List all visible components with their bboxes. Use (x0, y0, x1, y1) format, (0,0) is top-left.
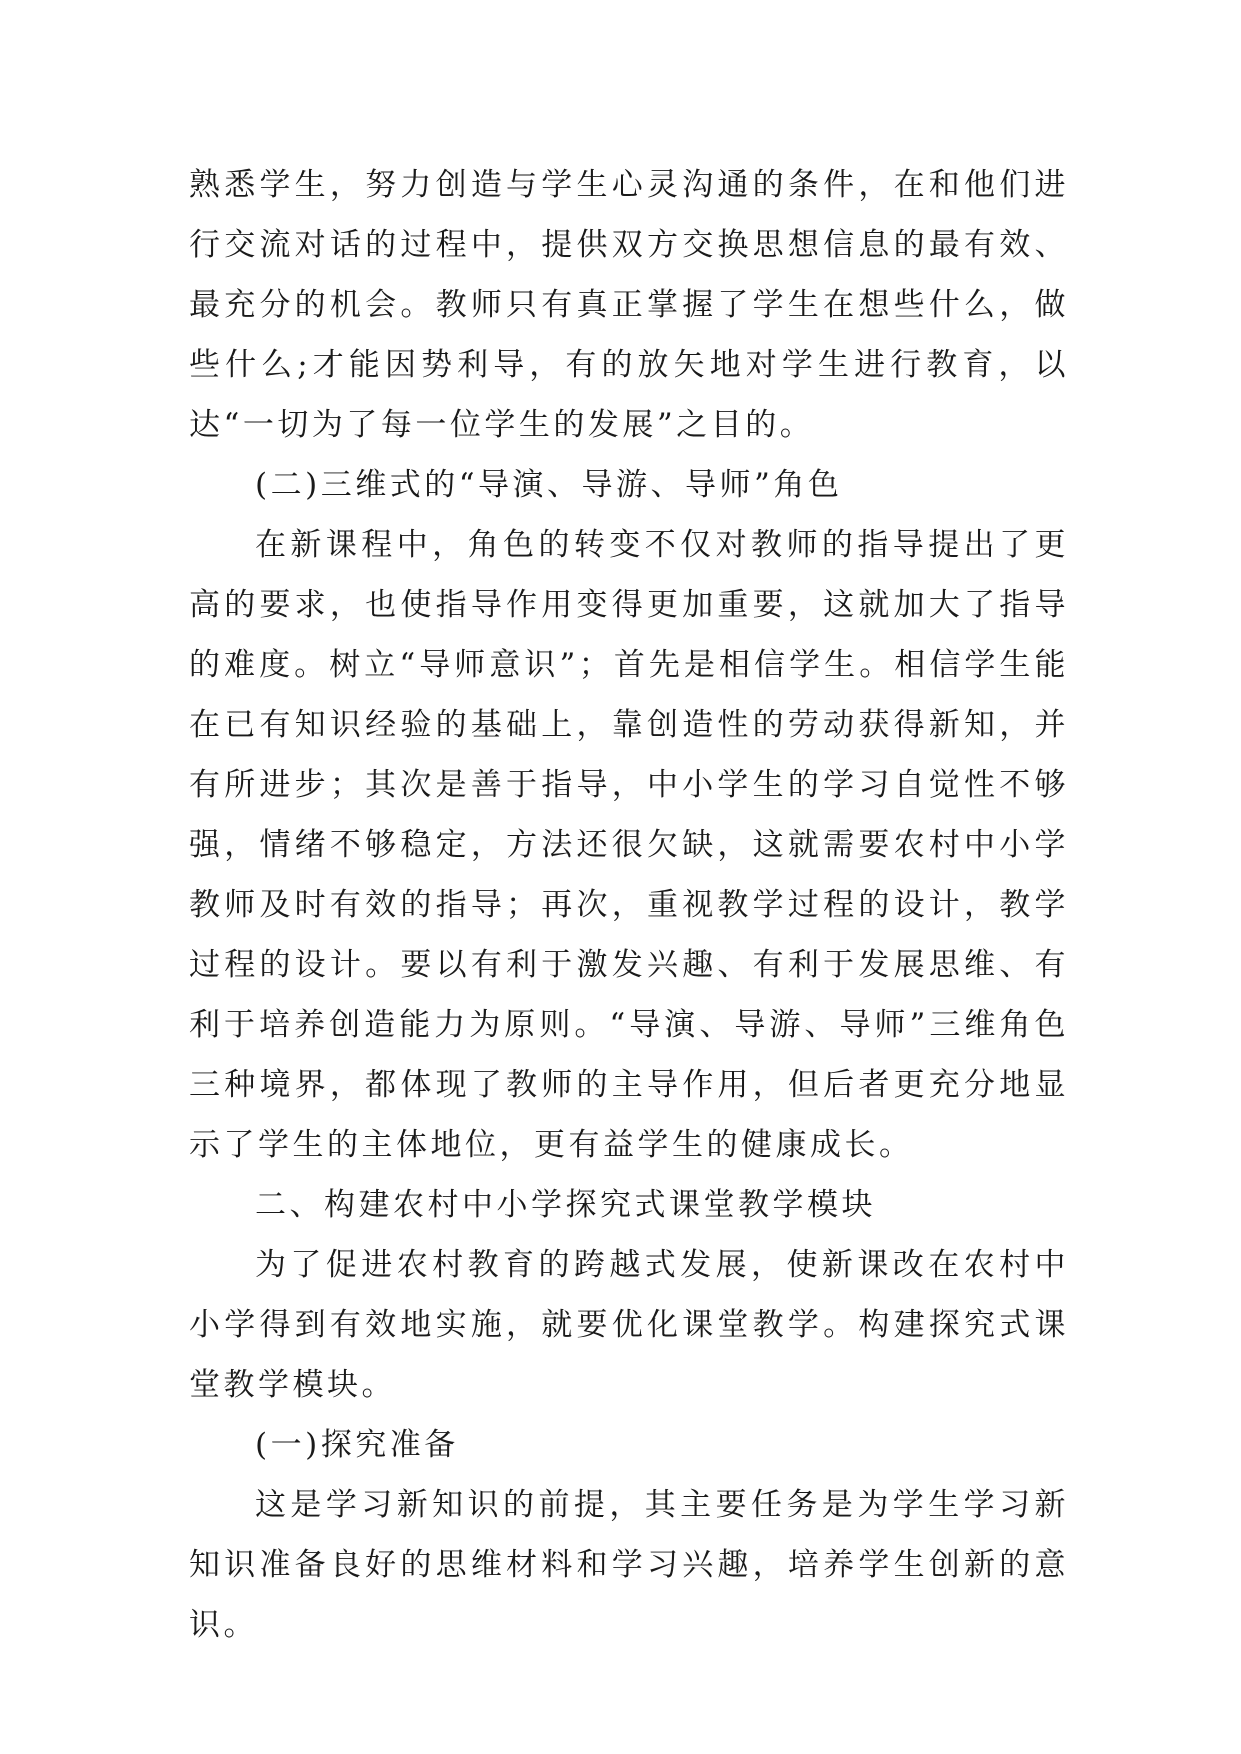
document-body (189, 155, 1069, 1655)
body-paragraph: 在新课程中，角色的转变不仅对教师的指导提出了更高的要求，也使指导作用变得更加重要，这就加大了指导的难度。树立“导师意识”；首先是相信学生。相信学生能在已有知识经验的基础上，靠创造性的劳动获得新知，并有所进步；其次是善于指导，中小学生的学习自觉性不够强，情绪不够稳定，方法还很欠缺，这就需要农村中小学教师及时有效的指导；再次，重视教学过程的设计，教学过程的设计。要以有利于激发兴趣、有利于发展思维、有利于培养创造能力为原则。“导演、导游、导师”三维角色三种境界，都体现了教师的主导作用，但后者更充分地显示了学生的主体地位，更有益学生的健康成长。 (189, 527, 1069, 1163)
body-paragraph: 熟悉学生，努力创造与学生心灵沟通的条件，在和他们进行交流对话的过程中，提供双方交换思想信息的最有效、最充分的机会。教师只有真正掌握了学生在想些什么，做些什么;才能因势利导，有的放矢地对学生进行教育，以达“一切为了每一位学生的发展”之目的。 (189, 167, 1069, 443)
body-paragraph: 这是学习新知识的前提，其主要任务是为学生学习新知识准备良好的思维材料和学习兴趣，培养学生创新的意识。 (189, 1487, 1069, 1643)
subsection-heading: (一)探究准备 (255, 1427, 459, 1463)
subsection-heading: (二)三维式的“导演、导游、导师”角色 (255, 467, 843, 503)
body-paragraph: 为了促进农村教育的跨越式发展，使新课改在农村中小学得到有效地实施，就要优化课堂教学。构建探究式课堂教学模块。 (189, 1247, 1069, 1403)
section-heading: 二、构建农村中小学探究式课堂教学模块 (255, 1187, 876, 1223)
